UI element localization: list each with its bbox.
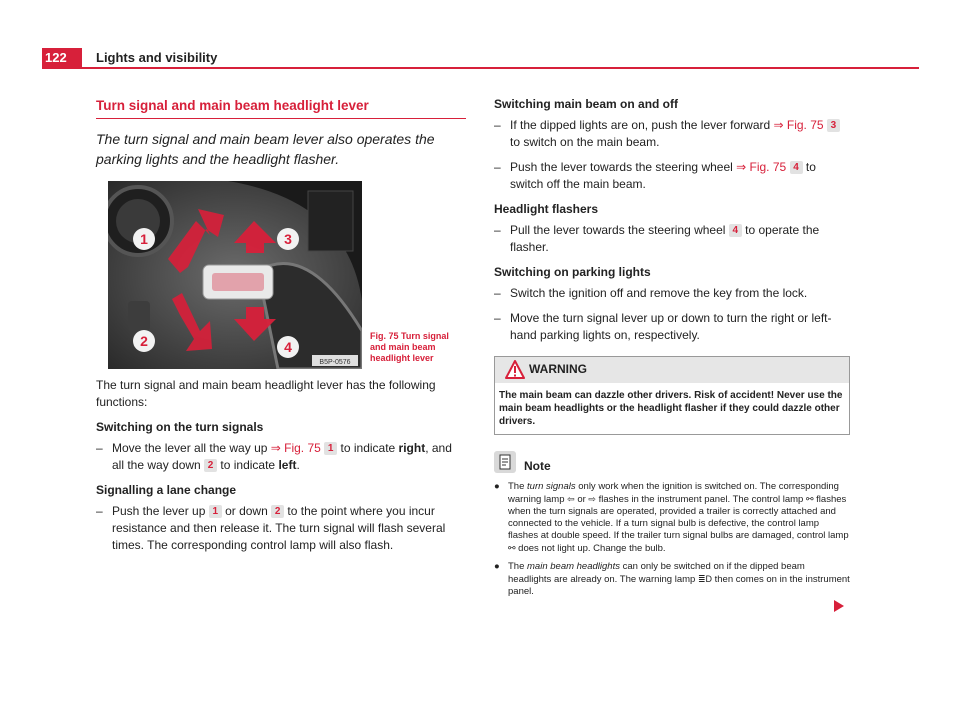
note-title: Note (524, 459, 551, 473)
callout-number: 3 (827, 119, 840, 132)
note-item: ● The turn signals only work when the ignition is switched on. The corresponding warning lamp ⇦ or ⇨ flashes in the instrument panel. The control lamp ⚯ flashes when the turn signals are operated, provided a trailer is correctly attached and connected to the vehicle. If a turn signal bulb is defective, the control lamp flashes at double speed. If the trailer turn signal bulbs are damaged, control lamp ⚯ does not light up. Change the bulb. (494, 481, 849, 554)
subheading-main-beam: Switching main beam on and off (494, 97, 679, 111)
subheading-lane-change: Signalling a lane change (96, 483, 237, 497)
figure-caption: Fig. 75 Turn signal and main beam headlight lever (370, 331, 449, 363)
callout-number: 1 (209, 505, 222, 518)
callout-number: 1 (324, 442, 337, 455)
callout-number: 2 (204, 459, 217, 472)
turn-right-lamp-icon: ⇨ (588, 494, 596, 504)
trailer-lamp-icon: ⚯ (805, 494, 814, 504)
warning-text: The main beam can dazzle other drivers. Risk of accident! Never use the main beam headlights or the headlight flasher if they could dazzle other drivers. (499, 390, 843, 427)
figure-link[interactable]: ⇒ Fig. 75 (270, 441, 321, 455)
figure-label: 2 (140, 333, 148, 349)
warning-box (494, 356, 850, 435)
right-column (494, 96, 850, 604)
figure-code: B5P-0576 (319, 359, 351, 366)
left-column (96, 96, 466, 562)
figure-link[interactable]: ⇒ Fig. 75 (773, 118, 824, 132)
list-item: – Switch the ignition off and remove the key from the lock. (494, 286, 808, 300)
section-rule (96, 118, 466, 119)
turn-left-lamp-icon: ⇦ (567, 494, 575, 504)
trailer-lamp-icon: ⚯ (508, 543, 516, 553)
figure (96, 181, 466, 371)
page-number: 122 (42, 48, 82, 68)
list-item: – Pull the lever towards the steering wheel 4 to operate the flasher. (494, 223, 820, 254)
section-title: Turn signal and main beam headlight lever (96, 98, 369, 113)
figure-label: 4 (284, 339, 292, 355)
functions-intro: The turn signal and main beam headlight lever has the following functions: (96, 378, 436, 409)
warning-triangle-icon (505, 360, 525, 379)
lever-illustration (108, 181, 362, 369)
figure-link[interactable]: ⇒ Fig. 75 (736, 160, 787, 174)
callout-number: 4 (729, 224, 742, 237)
continue-arrow-icon (834, 600, 844, 612)
note-item: ● The main beam headlights can only be switched on if the dipped beam headlights are already on. The warning lamp ≣D then comes on in the instrument panel. (494, 561, 850, 597)
list-item: – Move the turn signal lever up or down to turn the right or left-hand parking lights on, respectively. (494, 311, 832, 342)
list-item: – Move the lever all the way up ⇒ Fig. 75 1 to indicate right, and all the way down 2 to indicate left. (96, 441, 452, 472)
callout-number: 2 (271, 505, 284, 518)
figure-label: 3 (284, 231, 292, 247)
figure-label: 1 (140, 231, 148, 247)
note-icon (494, 451, 516, 473)
subheading-flashers: Headlight flashers (494, 202, 599, 216)
list-item: – Push the lever towards the steering wheel ⇒ Fig. 75 4 to switch off the main beam. (494, 160, 816, 191)
warning-title: WARNING (529, 362, 587, 376)
chapter-title: Lights and visibility (96, 50, 218, 65)
subheading-parking-lights: Switching on parking lights (494, 265, 651, 279)
warning-header (495, 357, 849, 383)
list-item: – If the dipped lights are on, push the lever forward ⇒ Fig. 75 3 to switch on the main beam. (494, 117, 850, 151)
callout-number: 4 (790, 161, 803, 174)
section-intro: The turn signal and main beam lever also operates the parking lights and the headlight flasher. (96, 131, 435, 167)
list-item: – Push the lever up 1 or down 2 to the point where you incur resistance and then release it. The turn signal will flash several times. The corresponding control lamp will also flash. (96, 504, 446, 552)
main-beam-lamp-icon: ≣D (697, 574, 712, 584)
subheading-turn-signals: Switching on the turn signals (96, 420, 264, 434)
note-header (494, 451, 850, 477)
header-rule (42, 67, 919, 69)
